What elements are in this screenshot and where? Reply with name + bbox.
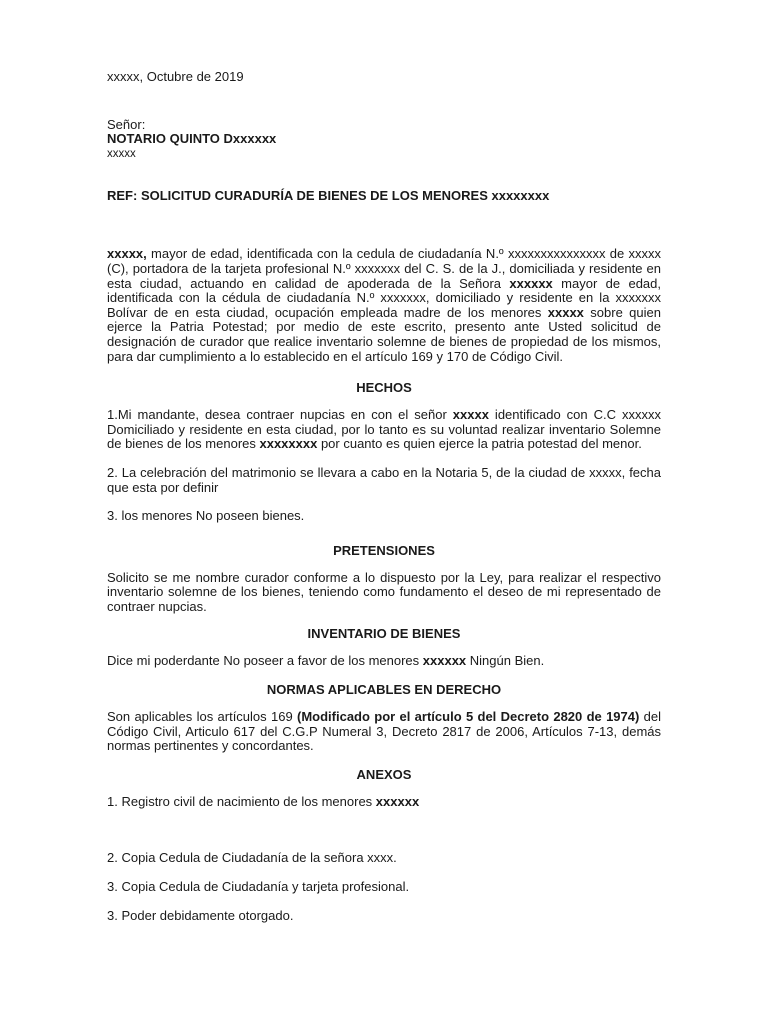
recipient-city: xxxxx — [107, 147, 136, 160]
hechos-heading: HECHOS — [356, 380, 412, 396]
anexo-item-2: 2. Copia Cedula de Ciudadanía de la señora xxxx. — [107, 850, 397, 866]
hechos-item-1: 1.Mi mandante, desea contraer nupcias en con el señor xxxxx identificado con C.C xxxxxx Domiciliado y residente en esta ciudad, por lo tanto es su voluntad realizar inventario Solemne de bienes de los menores xxxxxxxx por cuanto es quien ejerce la patria potestad del menor. — [107, 407, 661, 452]
anexo-item-3: 3. Copia Cedula de Ciudadanía y tarjeta profesional. — [107, 879, 410, 895]
inventario-text: Dice mi poderdante No poseer a favor de los menores xxxxxx Ningún Bien. — [107, 653, 545, 669]
normas-text: Son aplicables los artículos 169 (Modificado por el artículo 5 del Decreto 2820 de 1974) del Código Civil, Articulo 617 del C.G.P Numeral 3, Decreto 2817 de 2006, Artículos 7-13, demás normas pertinentes y concordantes. — [107, 709, 661, 754]
inventario-heading: INVENTARIO DE BIENES — [307, 626, 461, 642]
reference-line: REF: SOLICITUD CURADURÍA DE BIENES DE LOS MENORES xxxxxxxx — [107, 188, 550, 204]
mother-name: xxxxxx — [509, 275, 553, 291]
hechos-item-3: 3. los menores No poseen bienes. — [107, 508, 305, 524]
client-name: xxxxx, — [107, 246, 147, 262]
intro-paragraph: xxxxx, mayor de edad, identificada con la cedula de ciudadanía N.º xxxxxxxxxxxxxxx de xxxxx (C), portadora de la tarjeta profesional N.º xxxxxxx del C. S. de la J., domiciliada y residente en esta ciudad, actuando en calidad de apoderada de la Señora xxxxxx mayor de edad, identificada con la cédula de ciudadanía N.º xxxxxxx, domiciliado y residente en la xxxxxxx Bolívar de en esta ciudad, ocupación empleada madre de los menores xxxxx sobre quien ejerce la Patria Potestad; por medio de este escrito, presento ante Usted solicitud de designación de curador que realice inventario solemne de bienes de propiedad de los mismos, para dar cumplimiento a lo establecido en el artículo 169 y 170 de Código Civil. — [107, 246, 661, 364]
pretensiones-heading: PRETENSIONES — [333, 542, 435, 558]
date-line: xxxxx, Octubre de 2019 — [107, 69, 244, 84]
minors-name: xxxxx — [547, 304, 584, 320]
salutation: Señor: — [107, 116, 146, 132]
recipient: NOTARIO QUINTO Dxxxxxx — [107, 131, 277, 147]
anexo-item-1: 1. Registro civil de nacimiento de los menores xxxxxx — [107, 793, 420, 809]
hechos-item-2: 2. La celebración del matrimonio se llevara a cabo en la Notaria 5, de la ciudad de xxxxx, fecha que esta por definir — [107, 464, 661, 495]
anexos-heading: ANEXOS — [356, 766, 412, 782]
pretensiones-text: Solicito se me nombre curador conforme a lo dispuesto por la Ley, para realizar el respectivo inventario solemne de los bienes, teniendo como fundamento el deseo de mi representado de contraer nupcias. — [107, 569, 661, 614]
normas-heading: NORMAS APLICABLES EN DERECHO — [266, 682, 502, 698]
document-page — [107, 70, 661, 923]
anexo-item-4: 3. Poder debidamente otorgado. — [107, 907, 294, 923]
